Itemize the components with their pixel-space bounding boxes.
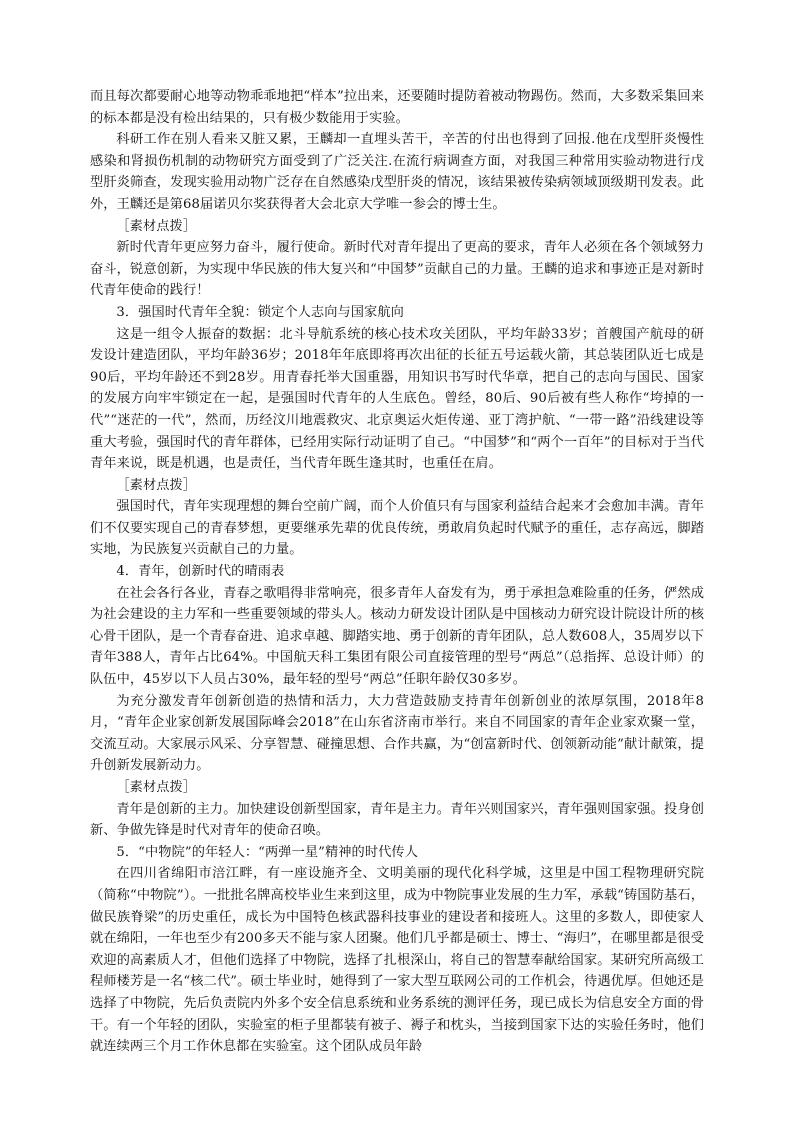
paragraph-strong-nation-stage: 强国时代，青年实现理想的舞台空前广阔，而个人价值只有与国家利益结合起来才会愈加丰满。青年们不仅要实现自己的青春梦想，更要继承先辈的优良传统，勇敢肩负起时代赋予的重任，志存高远，脚踏实地，为民族复兴贡献自己的力量。 — [90, 499, 704, 558]
paragraph-industries: 在社会各行各业，青春之歌唱得非常响亮，很多青年人奋发有为，勇于承担急难险重的任务，俨然成为社会建设的主力军和一些重要领域的带头人。核动力研发设计团队是中国核动力研究设计院设计所的核心骨干团队，是一个青春奋进、追求卓越、脚踏实地、勇于创新的青年团队，总人数608人，35周岁以下青年388人，青年占比64%。中国航天科工集团有限公司直接管理的型号“两总”（总指挥、总设计师）的队伍中，45岁以下人员占30%，最年轻的型号“两总”任职年龄仅30多岁。 — [90, 585, 704, 688]
section-heading-4: 4．青年，创新时代的晴雨表 — [116, 564, 285, 580]
section-heading-3: 3．强国时代青年全貌：锁定个人志向与国家航向 — [116, 304, 404, 320]
paragraph-research-work: 科研工作在别人看来又脏又累，王麟却一直埋头苦干，辛苦的付出也得到了回报.他在戊型肝炎慢性感染和肾损伤机制的动物研究方面受到了广泛关注.在流行病调查方面，对我国三种常用实验动物进行戊型肝炎筛查，发现实验用动物广泛存在自然感染戊型肝炎的情况，该结果被传染病领域顶级期刊发表。此外，王麟还是第68届诺贝尔奖获得者大会北京大学唯一参会的博士生。 — [90, 132, 704, 212]
paragraph-new-era-youth: 新时代青年更应努力奋斗，履行使命。新时代对青年提出了更高的要求，青年人必须在各个领域努力奋斗，锐意创新，为实现中华民族的伟大复兴和“中国梦”贡献自己的力量。王麟的追求和事迹正是对新时代青年使命的践行！ — [90, 240, 704, 299]
material-tag: ［素材点拨］ — [116, 477, 197, 493]
paragraph-innovation-main-force: 青年是创新的主力。加快建设创新型国家，青年是主力。青年兴则国家兴，青年强则国家强。投身创新、争做先锋是时代对青年的使命召唤。 — [90, 801, 704, 839]
paragraph-continued: 而且每次都要耐心地等动物乖乖地把“样本”拉出来，还要随时提防着被动物踢伤。然而，大多数采集回来的标本都是没有检出结果的，只有极少数能用于实验。 — [90, 89, 704, 126]
section-heading-5: 5．“中物院”的年轻人：“两弹一星”精神的时代传人 — [116, 844, 418, 860]
document-page — [90, 86, 704, 1058]
material-tag: ［素材点拨］ — [116, 218, 197, 234]
paragraph-caep: 在四川省绵阳市涪江畔，有一座设施齐全、文明美丽的现代化科学城，这里是中国工程物理研究院（简称“中物院”）。一批批名牌高校毕业生来到这里，成为中物院事业发展的生力军，承载“铸国防基石，做民族脊梁”的历史重任，成长为中国特色核武器科技事业的建设者和接班人。这里的多数人，即使家人就在绵阳，一年也至少有200多天不能与家人团聚。他们几乎都是硕士、博士、“海归”，在哪里都是很受欢迎的高素质人才，但他们选择了中物院，选择了扎根深山，将自己的智慧奉献给国家。某研究所高级工程师楼芳是一名“核二代”。硕士毕业时，她得到了一家大型互联网公司的工作机会，待遇优厚。但她还是选择了中物院，先后负责院内外多个安全信息系统和业务系统的测评任务，现已成长为信息安全方面的骨干。有一个年轻的团队，实验室的柜子里都装有被子、褥子和枕头，当接到国家下达的实验任务时，他们就连续两三个月工作休息都在实验室。这个团队成员年龄 — [90, 866, 704, 1055]
paragraph-data-teams: 这是一组令人振奋的数据：北斗导航系统的核心技术攻关团队，平均年龄33岁；首艘国产航母的研发设计建造团队，平均年龄36岁；2018年年底即将再次出征的长征五号运载火箭，其总装团队近七成是90后，平均年龄还不到28岁。用青春托举大国重器，用知识书写时代华章，把自己的志向与国民、国家的发展方向牢牢锁定在一起，是强国时代青年的人生底色。曾经，80后、90后被有些人称作“垮掉的一代”“迷茫的一代”，然而，历经汶川地震救灾、北京奥运火炬传递、亚丁湾护航、“一带一路”沿线建设等重大考验，强国时代的青年群体，已经用实际行动证明了自己。“中国梦”和“两个一百年”的目标对于当代青年来说，既是机遇，也是责任，当代青年既生逢其时，也重任在肩。 — [90, 326, 704, 472]
material-tag: ［素材点拨］ — [116, 780, 197, 795]
paragraph-summit: 为充分激发青年创新创造的热情和活力，大力营造鼓励支持青年创新创业的浓厚氛围，2018年8月，“青年企业家创新发展国际峰会2018”在山东省济南市举行。来自不同国家的青年企业家欢聚一堂，交流互动。大家展示风采、分享智慧、碰撞思想、合作共赢，为“创富新时代、创领新动能”献计献策，提升创新发展新动力。 — [90, 693, 704, 774]
